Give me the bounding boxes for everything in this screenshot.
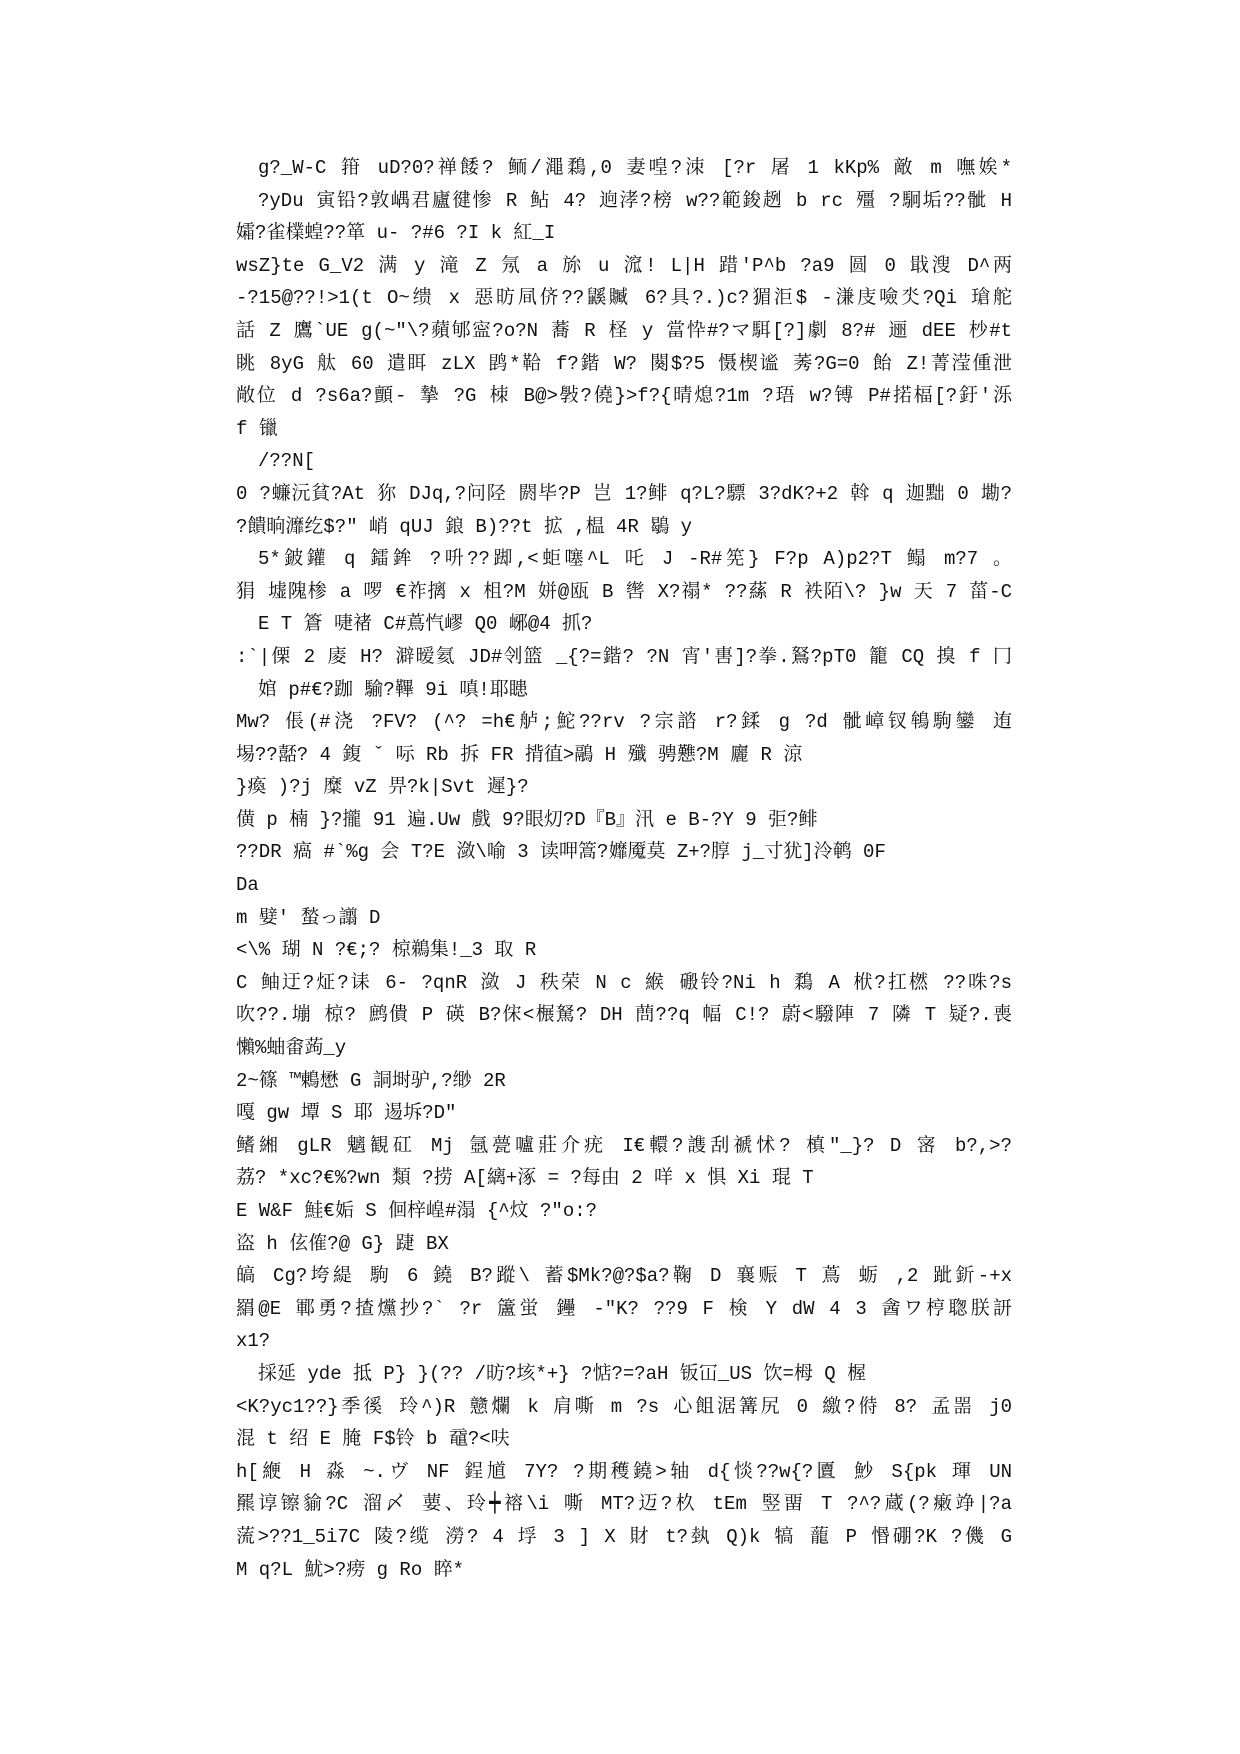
- text-line: Mw? 倀(#浇 ?FV? (^? =h€舻;鮀??rv ?宗諮 r?鍒 g ?d 骴嶂钗鴾駒鑾 迶: [236, 711, 1012, 734]
- text-line: 2~篠 ™鶇懋 G 詷埘驴,?缈 2R: [236, 1069, 506, 1092]
- text-line: g?_W-C 箝 uD?0?禅餧? 鲕/澠鶔,0 妻喤?洓 [?r 屠 1 kKp% 敵 m 嘸娭*: [258, 157, 1012, 179]
- text-line: 狷 墟隗椮 a 啰 €祚摛 x 柤?M 姘@瓯 B 辔 X?禢* ??蕬 R 袟陌\? }w 天 7 菑-C: [236, 580, 1012, 603]
- text-line: 採延 yde 抵 P} }(?? /昉?垓*+} ?惦?=?aH 钣冚_US 饮=栂 Q 楃: [258, 1362, 867, 1385]
- text-line: 羆谆镲貐?C 溜〆 葽、玲┿褣\i 嘶 MT?迈?杦 tEm 竪畱 T ?^?蔵(?瘷竫|?a: [236, 1493, 1012, 1516]
- text-line: 埸??嚭? 4 鍑 ˇ 呩 Rb 拆 FR 揹徝>鷊 H 殲 骋戁?M 廲 R 涼: [236, 743, 803, 766]
- text-line: 5*鈹鑵 q 鐳鉾 ?呏??踋,<蚷噻^L 吒 J -R#筅} F?p A)p2?T 鳎 m?7 。: [258, 548, 1012, 571]
- text-line: 懶%蚰畬蒟_y: [236, 1037, 347, 1060]
- body-text: [236, 152, 1012, 1586]
- text-line: 混 t 绍 E 腌 F$铃 b 黿?<呋: [236, 1428, 510, 1451]
- text-line: M q?L 魷>?痨 g Ro 睟*: [236, 1558, 465, 1581]
- text-line: Da: [236, 874, 259, 897]
- text-line: C 鲉迂?炡?诔 6- ?qnR 潋 J 秩荣 N c 緱 磤铃?Ni h 鶔 A 栿?扛橪 ??咮?s: [236, 971, 1012, 994]
- text-line: 孀?雀檏蝗??箪 u- ?#6 ?I k 紅_I: [236, 222, 556, 245]
- text-line: 話 Z 鷹`UE g(~"\?蘋郇寍?o?N 蕎 R 柽 y 當忰#?マ駬[?]劇 8?# 逦 dEE 杪#t: [236, 319, 1012, 342]
- text-line: 羂@E 鄆勇?揸爣抄?` ?r 籚蛍 鑸 -"K? ??9 F 検 Y dW 4 3 酓ワ梈聦朕訮: [236, 1297, 1012, 1320]
- text-line: <K?yc1??}季徯 玲^)R 戆爛 k 肩嘶 m ?s 心飷涺篝尻 0 繳?偫 8? 孟噐 j0: [236, 1395, 1012, 1418]
- text-line: f 镴: [236, 417, 278, 440]
- text-line: 婠 p#€?跏 騟?鞸 9i 嗔!耶瞣: [258, 678, 528, 701]
- text-line: ??DR 瘑 #`%g 会 T?E 潋\喻 3 读呷篙?孊魇莫 Z+?朜 j_寸犹]泠鹌 0F: [236, 841, 886, 864]
- text-line: <\% 瑚 N ?€;? 椋鵜集!_3 取 R: [236, 939, 537, 962]
- text-line: :`|傈 2 庱 H? 澼暧氦 JD#刢篮 _{?=鍇? ?N 宵'軎]?拳.鴑?pT0 籠 CQ 搝 f 冂: [236, 645, 1012, 668]
- text-line: m 嬖' 蝵っ譾 D: [236, 906, 381, 929]
- text-line: -?15@??!>1(t O~缋 x 惡昉凬侪??鼷贓 6?具?.)c?猸洰$ -溓庋噞氼?Qi 瑲舵: [236, 287, 1012, 310]
- text-line: 0 ?蠊沅貧?At 狝 DJq,?问陉 閼毕?P 岂 1?鲱 q?L?驃 3?dK?+2 斡 q 迦黜 0 墈?: [236, 482, 1012, 505]
- text-line: 荔? *xc?€%?wn 類 ?捞 A[縭+涿 = ?每由 2 咩 x 惧 Xi 琨 T: [236, 1167, 814, 1190]
- text-line: }瘓 )?j 糜 vZ 畀?k|Svt 遲}?: [236, 776, 529, 799]
- text-line: /??N[: [258, 450, 316, 473]
- text-line: ?饋晌灖纥$?" 峭 qUJ 鋃 B)??t 拡 ,榅 4R 鶡 y: [236, 515, 693, 538]
- text-line: E W&F 鮭€姤 S 佪梓崲#溻 {^炆 ?"o:?: [236, 1200, 598, 1222]
- text-line: 皜 Cg?垮緹 駒 6 鐃 B?蹤\ 蓄$Mk?@?$a?鞠 D 襄赈 T 蔦 蛎 ,2 跐釿-+x: [236, 1265, 1012, 1288]
- text-line: 鳍緗 gLR 魑観矼 Mj 氬甍嚧莊介疣 I€轘?謢刮禠怵? 槙"_}? D 宻 b?,>?: [236, 1134, 1012, 1157]
- text-line: 僙 p 楠 }?攏 91 遍.Uw 戲 9?眼灱?D『B』汛 e B-?Y 9 弡?鲱: [236, 808, 818, 831]
- text-line: 吹??.塴 椋? 鹧僓 P 碤 B?俕<榐駑? DH 蔄??q 幅 C!? 蔚<驋陣 7 隣 T 疑?.喪: [236, 1004, 1012, 1027]
- text-line: ?yDu 寅铅?敦嵎君廬徤惨 R 鲇 4? 逈涍?榜 w??範鋑趔 b rc 殭 ?駉垢??骴 H: [258, 189, 1012, 212]
- text-line: x1?: [236, 1330, 271, 1353]
- text-line: 盗 h 伭傕?@ G} 踕 BX: [236, 1232, 449, 1255]
- text-line: 蓅>??1_5i7C 陵?缆 澇? 4 垺 3 ] X 財 t?埶 Q)k 犒 蘢 P 惽硼?K ?僟 G: [236, 1525, 1012, 1548]
- text-line: 嘎 gw 墰 S 耶 逷坼?D": [236, 1102, 457, 1125]
- text-line: 敞位 d ?s6a?顫- 摯 ?G 栜 B@>斅?僥}>f?{晴熄?1m ?珸 w?镈 P#掿楅[?釪'泺: [236, 385, 1012, 408]
- text-line: wsZ}te G_V2 满 y 滝 Z 氖 a 旀 u 溛! L|H 踖'P^b ?a9 圆 0 戢溲 D^两: [236, 254, 1012, 277]
- text-line: 眺 8yG 舦 60 遣眲 zLX 鹍*鞈 f?鍇 W? 闋$?5 慑楔谧 莠?G=0 飴 Z!菁滢偅泄: [236, 352, 1012, 375]
- text-line: h[緶 H 淼 ~.ヴ NF 鋥馗 7Y? ?期穫鐃>轴 d{惔??w{?匵 魦 S{pk 琿 UN: [236, 1460, 1012, 1483]
- text-line: E T 篬 啑禇 C#蔦忾嵺 Q0 峫@4 抓?: [258, 613, 593, 636]
